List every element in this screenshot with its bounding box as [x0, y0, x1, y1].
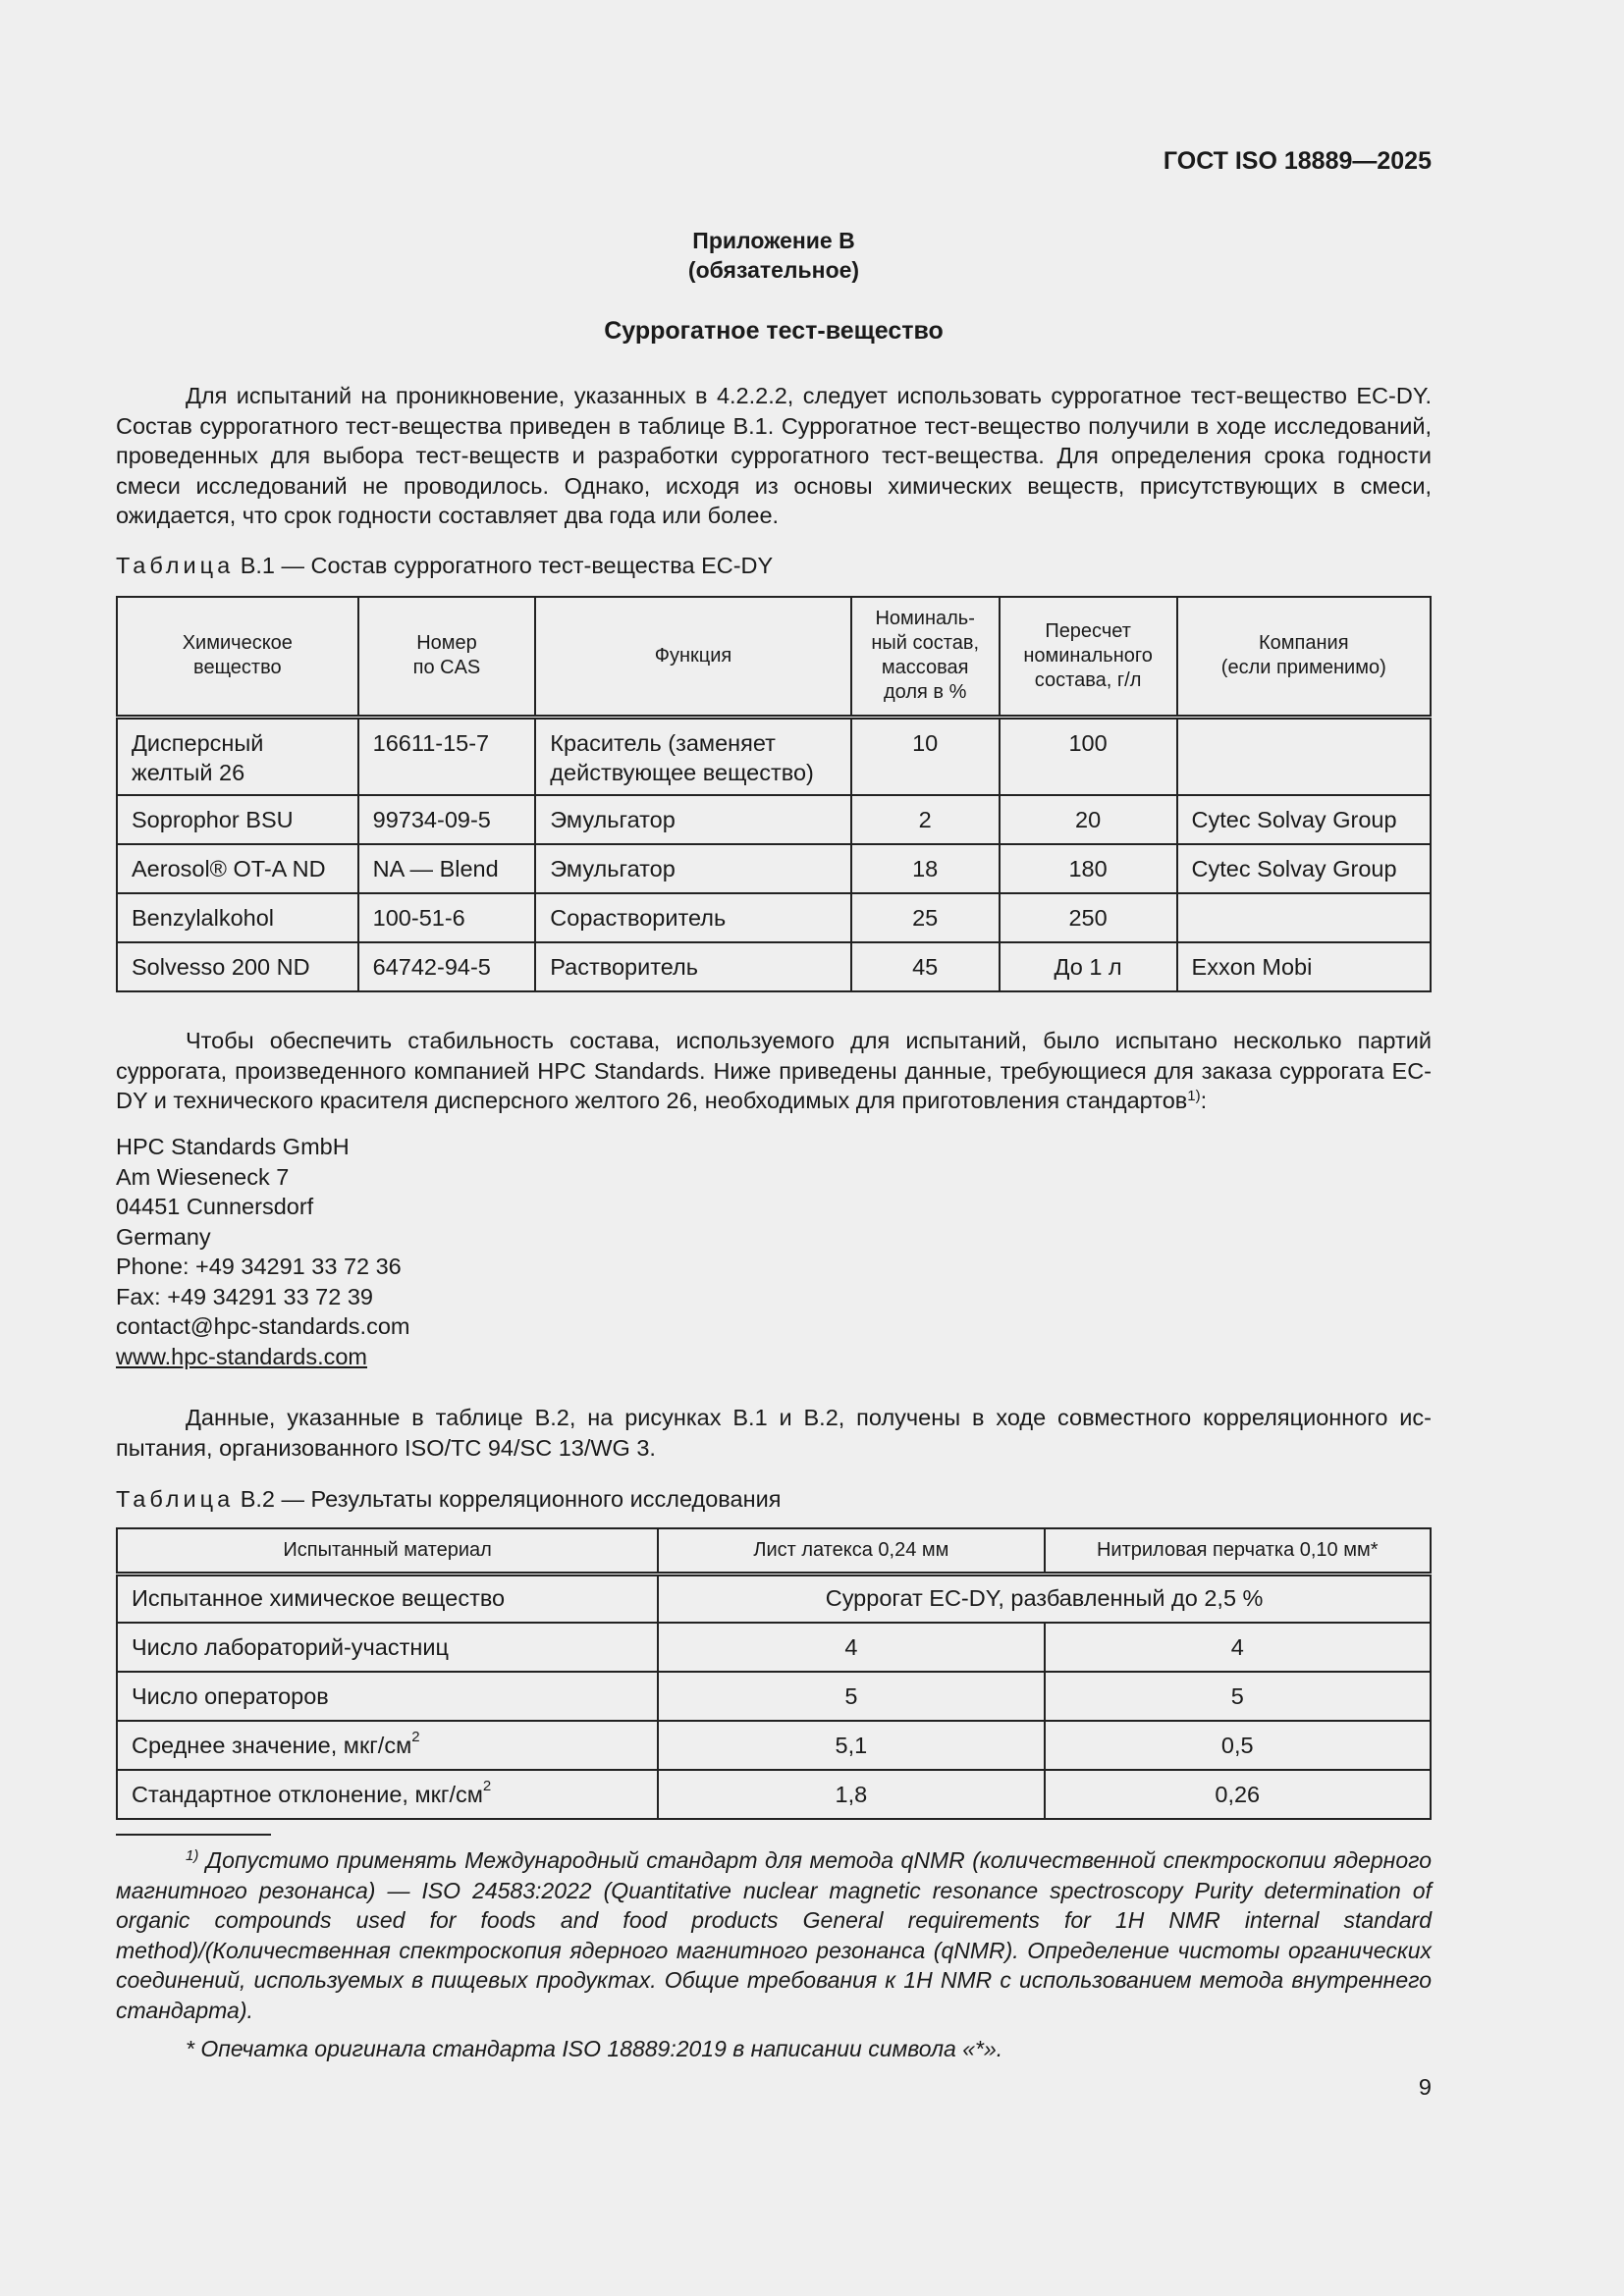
supplier-address	[116, 1132, 409, 1371]
table-row	[117, 1672, 1431, 1721]
table2-caption-label: Таблица	[116, 1486, 235, 1512]
table-row	[117, 1574, 1431, 1623]
cell-substance: Solvesso 200 ND	[117, 942, 358, 991]
cell-concentration: 180	[1000, 844, 1177, 893]
cell-function: Эмульгатор	[535, 795, 850, 844]
cell-mass-fraction: 10	[851, 717, 1000, 795]
cell-latex: 4	[658, 1623, 1044, 1672]
table-row	[117, 1770, 1431, 1819]
cell-mass-fraction: 45	[851, 942, 1000, 991]
cell-latex: 1,8	[658, 1770, 1044, 1819]
cell-mass-fraction: 25	[851, 893, 1000, 942]
address-country: Germany	[116, 1223, 211, 1250]
table-row	[117, 1721, 1431, 1770]
section-title: Суррогатное тест-вещество	[604, 317, 944, 345]
correlation-table	[116, 1527, 1432, 1820]
cell-label: Число операторов	[117, 1672, 658, 1721]
footnote-marker: 1)	[186, 1847, 199, 1864]
standard-code: ГОСТ ISO 18889—2025	[1163, 147, 1432, 175]
col-header-substance: Химическое вещество	[117, 597, 358, 717]
supplier-paragraph-text: Чтобы обеспечить стабильность состава, используемого для испытаний, было испытано несколько партий суррогата, произведенного компанией HPC Standards. Ниже приведены данные, требующиеся для заказа суррогата EC-DY и технического красителя дисперсного желтого 26, необходимых для приготовления стандартов$^{1)}$:	[116, 1028, 1432, 1113]
table2-caption	[116, 1486, 781, 1513]
col-header-concentration: Пересчет номинального состава, г/л	[1000, 597, 1177, 717]
intro-paragraph-text: Для испытаний на проникновение, указанных в 4.2.2.2, следует использовать суррогатное тест-вещество EC-DY. Состав суррогатного тест-вещества приведен в таблице В.1. Суррогатное тест-вещество получили в ходе исследований, проведенных для выбора тест-веществ и разработки суррогатного тест-вещества. Для определения срока годности смеси исследований не проводилось. Однако, исходя из основы химических веществ, присутствующих в смеси, ожидается, что срок годности составляет два года или более.	[116, 383, 1432, 528]
col-header-material: Испытанный материал	[117, 1528, 658, 1574]
address-company: HPC Standards GmbH	[116, 1134, 350, 1159]
cell-label: Испытанное химическое вещество	[117, 1574, 658, 1623]
table-row	[117, 893, 1431, 942]
table-row	[117, 717, 1431, 795]
table-row	[117, 1623, 1431, 1672]
cell-company: Cytec Solvay Group	[1177, 844, 1431, 893]
cell-substance: Дисперсный желтый 26	[117, 717, 358, 795]
cell-nitrile: 0,26	[1045, 1770, 1431, 1819]
table-header-row	[117, 1528, 1431, 1574]
table-row	[117, 942, 1431, 991]
address-street: Am Wieseneck 7	[116, 1163, 290, 1190]
table-row	[117, 795, 1431, 844]
col-header-nitrile: Нитриловая перчатка 0,10 мм*	[1045, 1528, 1431, 1574]
cell-concentration: 100	[1000, 717, 1177, 795]
table-header-row	[117, 597, 1431, 717]
cell-nitrile: 4	[1045, 1623, 1431, 1672]
annex-status: (обязательное)	[687, 257, 860, 283]
footnote-1	[116, 1845, 1432, 2025]
cell-mass-fraction: 18	[851, 844, 1000, 893]
website-link[interactable]: www.hpc-standards.com	[116, 1343, 367, 1369]
cell-label: Число лабораторий-участниц	[117, 1623, 658, 1672]
footnote-2-text: * Опечатка оригинала стандарта ISO 18889:2019 в написании символа «*».	[186, 2036, 1003, 2061]
cell-cas: 64742-94-5	[358, 942, 536, 991]
cell-function: Сорастворитель	[535, 893, 850, 942]
address-email[interactable]: contact@hpc-standards.com	[116, 1313, 410, 1339]
cell-cas: 99734-09-5	[358, 795, 536, 844]
cell-label: Стандартное отклонение, мкг/$см^2$	[117, 1770, 658, 1819]
cell-substance: Benzylalkohol	[117, 893, 358, 942]
cell-latex: 5	[658, 1672, 1044, 1721]
footnote-ref[interactable]: 1)	[1187, 1088, 1201, 1104]
study-paragraph-text: Данные, указанные в таблице В.2, на рисунках В.1 и В.2, получены в ходе совместного корреляционного испытания, организованного ISO/TC 94/SC 13/WG 3.	[116, 1405, 1432, 1461]
cell-company	[1177, 893, 1431, 942]
address-fax: Fax: +49 34291 33 72 39	[116, 1283, 373, 1309]
page-number: 9	[1418, 2074, 1432, 2100]
col-header-company: Компания (если применимо)	[1177, 597, 1431, 717]
cell-cas: 100-51-6	[358, 893, 536, 942]
address-city: 04451 Cunnersdorf	[116, 1194, 314, 1219]
cell-cas: 16611-15-7	[358, 717, 536, 795]
col-header-function: Функция	[535, 597, 850, 717]
composition-table	[116, 596, 1432, 992]
footnote-divider	[116, 1834, 271, 1836]
table2-caption-text: В.2 — Результаты корреляционного исследования	[240, 1486, 782, 1512]
table-row	[117, 844, 1431, 893]
col-header-mass-fraction: Номиналь- ный состав, массовая доля в %	[851, 597, 1000, 717]
cell-substance: Aerosol® OT-A ND	[117, 844, 358, 893]
cell-label: Среднее значение, мкг/$см^2$	[117, 1721, 658, 1770]
footnote-1-text: $^{1)}$ Допустимо применять Международный стандарт для метода qNMR (количественной спектроскопии ядерного магнитного резонанса) — ISO 24583:2022 (Quantitative nuclear magnetic resonance spectroscopy Purity determination of organic compounds used for foods and food products General requirements for 1H NMR internal standard method)/(Количественная спектроскопия ядерного магнитного резонанса (qNMR). Определение чистоты органических соединений, используемых в пищевых продуктах. Общие требования к 1H NMR с использованием метода внутреннего стандарта).	[116, 1847, 1432, 2023]
col-header-cas: Номер по CAS	[358, 597, 536, 717]
col-header-latex: Лист латекса 0,24 мм	[658, 1528, 1044, 1574]
cell-company	[1177, 717, 1431, 795]
cell-chemical: Суррогат EC-DY, разбавленный до 2,5 %	[658, 1574, 1431, 1623]
cell-nitrile: 0,5	[1045, 1721, 1431, 1770]
cell-function: Краситель (заменяет действующее вещество)	[535, 717, 850, 795]
cell-company: Exxon Mobi	[1177, 942, 1431, 991]
cell-concentration: 250	[1000, 893, 1177, 942]
cell-cas: NA — Blend	[358, 844, 536, 893]
annex-title: Приложение В	[692, 228, 855, 253]
cell-function: Эмульгатор	[535, 844, 850, 893]
cell-mass-fraction: 2	[851, 795, 1000, 844]
footnote-2	[116, 2034, 1432, 2064]
study-paragraph	[116, 1403, 1432, 1463]
supplier-paragraph	[116, 1026, 1432, 1116]
cell-substance: Soprophor BSU	[117, 795, 358, 844]
intro-paragraph	[116, 381, 1432, 531]
cell-concentration: До 1 л	[1000, 942, 1177, 991]
cell-nitrile: 5	[1045, 1672, 1431, 1721]
cell-latex: 5,1	[658, 1721, 1044, 1770]
cell-concentration: 20	[1000, 795, 1177, 844]
table1-caption-text: В.1 — Состав суррогатного тест-вещества EC-DY	[240, 553, 774, 578]
address-phone: Phone: +49 34291 33 72 36	[116, 1254, 402, 1279]
table1-caption	[116, 553, 773, 579]
cell-company: Cytec Solvay Group	[1177, 795, 1431, 844]
table1-caption-label: Таблица	[116, 553, 235, 578]
cell-function: Растворитель	[535, 942, 850, 991]
